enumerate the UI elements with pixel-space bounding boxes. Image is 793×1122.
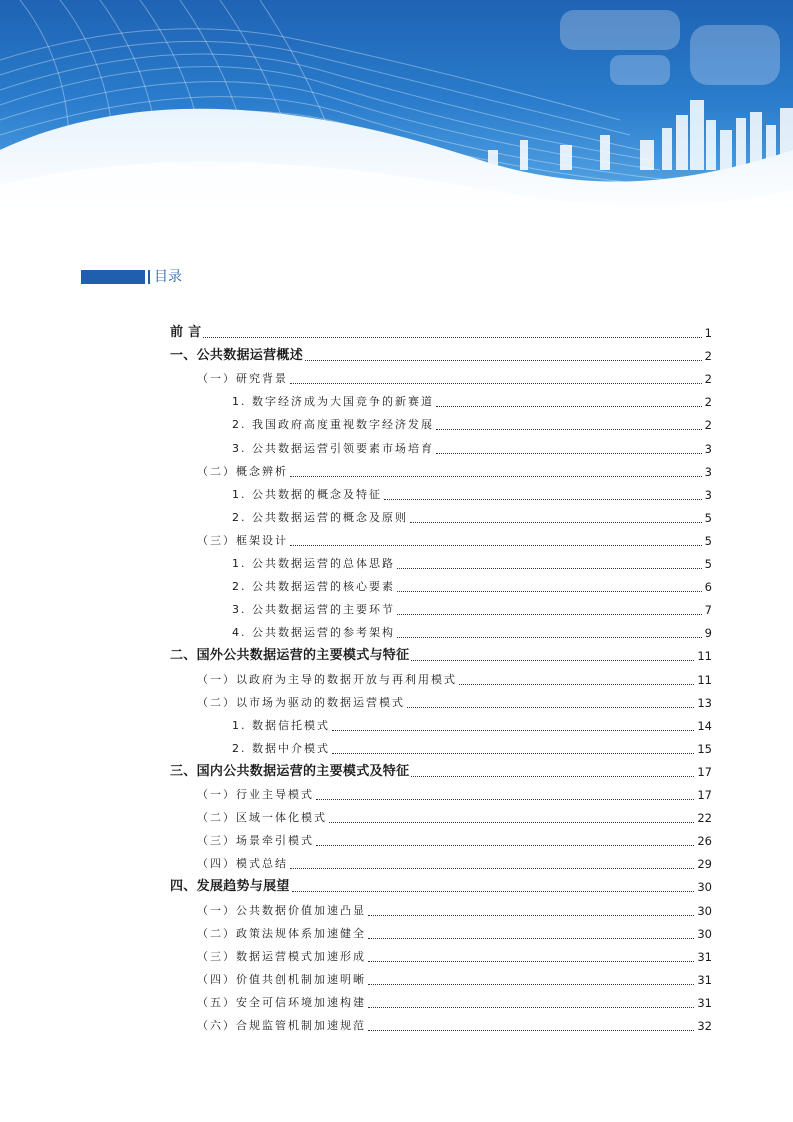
toc-entry-title: 2. 数据中介模式 [232,741,330,755]
dot-leader [203,336,701,338]
toc-entry[interactable] [197,853,712,873]
dot-leader [368,1006,694,1008]
toc-entry-title: （四）价值共创机制加速明晰 [197,972,366,986]
toc-entry[interactable] [197,368,712,388]
toc-entry[interactable] [232,738,712,758]
toc-entry-title: （三）场景牵引模式 [197,834,314,848]
toc-entry-title: （二）政策法规体系加速健全 [197,926,366,940]
toc-entry-title: 1. 数据信托模式 [232,718,330,732]
toc-entry[interactable] [232,622,712,642]
toc-entry[interactable] [232,438,712,458]
toc-entry-title: （三）数据运营模式加速形成 [197,949,366,963]
dot-leader [368,983,694,985]
toc-entry-page: 11 [697,672,712,687]
dot-leader [411,659,694,661]
toc-entry-title: 前 言 [170,325,202,340]
toc-entry-title: 四、发展趋势与展望 [170,879,290,895]
toc-entry[interactable] [232,414,712,434]
dot-leader [305,359,702,361]
toc-entry-title: （三）框架设计 [197,533,288,547]
toc-entry[interactable] [232,715,712,735]
toc-entry-title: （六）合规监管机制加速规范 [197,1019,366,1032]
dot-leader [290,475,702,477]
dot-leader [368,937,694,939]
dot-leader [368,914,694,916]
toc-entry[interactable] [197,461,712,481]
toc-entry-page: 22 [697,811,712,826]
toc-entry-page: 2 [704,395,712,410]
dot-leader [290,867,694,869]
toc-entry-page: 6 [704,580,712,595]
toc-entry-page: 30 [697,903,712,918]
toc-entry[interactable] [197,992,712,1012]
toc-entry-title: （二）区域一体化模式 [197,811,327,825]
toc-entry[interactable] [197,946,712,966]
toc-entry-title: 2. 公共数据运营的概念及原则 [232,510,408,524]
toc-entry-title: （二）以市场为驱动的数据运营模式 [197,695,405,709]
dot-leader [290,544,702,546]
toc-entry-page: 13 [697,695,712,710]
toc-entry-page: 29 [697,857,712,872]
toc-entry[interactable] [170,876,712,896]
toc-entry-page: 5 [704,533,712,548]
toc-entry[interactable] [197,900,712,920]
toc-entry[interactable] [232,484,712,504]
dot-leader [329,821,694,823]
dot-leader [397,636,702,638]
toc-entry-page: 3 [704,441,712,456]
toc-entry-page: 31 [697,972,712,987]
toc-entry[interactable] [197,1015,712,1035]
toc-entry-title: 一、公共数据运营概述 [170,348,304,364]
dot-leader [436,452,702,454]
toc-entry-page: 3 [704,464,712,479]
toc-entry-title: （四）模式总结 [197,857,288,871]
dot-leader [397,567,702,569]
toc-entry-page: 17 [697,788,712,802]
toc-entry-title: 二、国外公共数据运营的主要模式与特征 [170,648,410,664]
toc-entry-title: （一）公共数据价值加速凸显 [197,903,366,917]
dot-leader [332,729,694,731]
toc-entry-page: 31 [697,995,712,1010]
toc-entry[interactable] [197,530,712,550]
toc-entry-title: 1. 数字经济成为大国竞争的新赛道 [232,395,434,409]
dot-leader [292,890,695,892]
toc-entry-title: 1. 公共数据的概念及特征 [232,487,382,501]
toc-entry-title: 4. 公共数据运营的参考架构 [232,626,395,640]
toc-entry-page: 5 [704,557,712,571]
toc-entry-page: 15 [697,741,712,756]
toc-entry[interactable] [170,322,712,342]
toc-entry[interactable] [197,830,712,850]
toc-entry-title: 1. 公共数据运营的总体思路 [232,557,395,570]
toc-entry-page: 30 [697,926,712,941]
dot-leader [290,382,702,384]
toc-entry-title: （五）安全可信环境加速构建 [197,995,366,1009]
toc-entry[interactable] [232,599,712,619]
toc-entry-page: 14 [697,718,712,733]
toc-entry-title: 3. 公共数据运营的主要环节 [232,603,395,617]
dot-leader [384,498,702,500]
toc-entry-title: 3. 公共数据运营引领要素市场培育 [232,441,434,455]
dot-leader [332,752,694,754]
dot-leader [436,405,702,407]
toc-entry-title: （一）行业主导模式 [197,788,314,801]
dot-leader [397,590,702,592]
toc-entry-page: 2 [704,418,712,433]
dot-leader [368,960,694,962]
toc-entry-title: （一）以政府为主导的数据开放与再利用模式 [197,672,457,686]
toc-entry-page: 7 [704,603,712,618]
toc-entry-title: （一）研究背景 [197,372,288,386]
toc-entry-page: 9 [704,626,712,641]
toc-entry[interactable] [197,784,712,804]
toc-entry-page: 2 [704,372,712,387]
toc-entry[interactable] [197,692,712,712]
toc-entry[interactable] [232,553,712,573]
toc-entry-page: 17 [697,764,712,779]
toc-entry[interactable] [232,391,712,411]
toc-entry-page: 2 [704,349,712,364]
toc-entry-page: 30 [697,880,712,895]
toc-entry-title: 2. 我国政府高度重视数字经济发展 [232,418,434,432]
toc-title: 目录 [154,269,182,285]
dot-leader [407,706,694,708]
toc-entry-title: （二）概念辨析 [197,464,288,478]
toc-entry-title: 2. 公共数据运营的核心要素 [232,580,395,594]
dot-leader [410,521,702,523]
toc-entry-page: 26 [697,834,712,849]
toc-entry[interactable] [197,969,712,989]
toc-entry[interactable] [197,923,712,943]
toc-entry-page: 5 [704,510,712,525]
dot-leader [397,613,702,615]
dot-leader [316,844,694,846]
dot-leader [368,1029,694,1031]
dot-leader [316,798,694,800]
toc-entry[interactable] [170,345,712,365]
toc-entry[interactable] [232,576,712,596]
toc-entry-page: 31 [697,949,712,964]
dot-leader [459,683,694,685]
toc-entry[interactable] [197,669,712,689]
toc-entry-page: 11 [697,649,712,664]
toc-entry[interactable] [170,645,712,665]
dot-leader [436,428,702,430]
toc-entry[interactable] [232,507,712,527]
toc-entry-title: 三、国内公共数据运营的主要模式及特征 [170,763,410,779]
toc-entry[interactable] [170,761,712,781]
toc-entry-page: 3 [704,487,712,502]
toc-entry-page: 1 [704,326,712,340]
toc-entry[interactable] [197,807,712,827]
toc-entry-page: 32 [697,1019,712,1033]
dot-leader [411,775,694,777]
